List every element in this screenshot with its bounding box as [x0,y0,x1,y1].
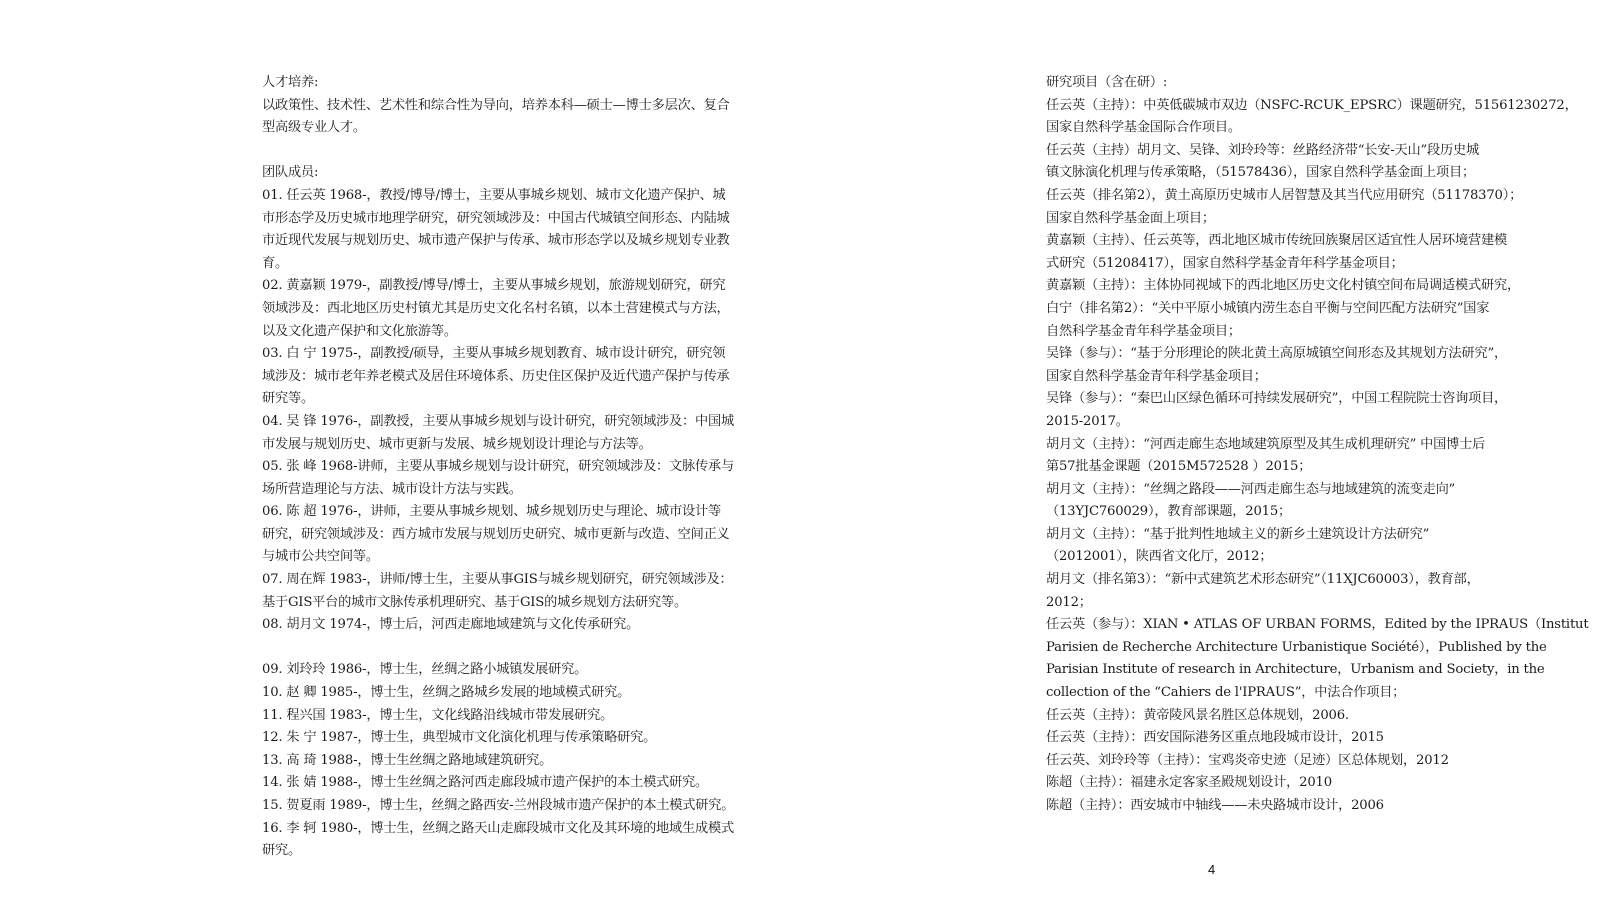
member-line: 域涉及：城市老年养老模式及居住环境体系、历史住区保护及近代遗产保护与传承 [262,368,730,384]
member-line: 02. 黄嘉颖 1979-，副教授/博导/博士，主要从事城乡规划，旅游规划研究，研究 [262,278,726,294]
project-line: 吴锋（参与）：“基于分形理论的陕北黄土高原城镇空间形态及其规划方法研究”， [1046,346,1508,362]
section-gap [262,140,732,163]
member-line: 研究，研究领域涉及：西方城市发展与规划历史研究、城市更新与改造、空间正义 [262,526,730,542]
member-line: 09. 刘玲玲 1986-，博士生，丝绸之路小城镇发展研究。 [262,662,588,678]
project-line: 白宁（排名第2）：“关中平原小城镇内涝生态自平衡与空间匹配方法研究”国家 [1046,300,1490,316]
project-line: 任云英（参与）：XIAN • ATLAS OF URBAN FORMS，Edited by the IPRAUS（Institut [1046,617,1589,633]
project-line: 黄嘉颖（主持）：主体协同视域下的西北地区历史文化村镇空间布局调适模式研究， [1046,278,1520,294]
right-column [1046,72,1589,818]
member-line: 与城市公共空间等。 [262,549,379,565]
projects-heading: 研究项目（含在研）: [1046,75,1168,90]
project-line: Parisien de Recherche Architecture Urbanistique Société），Published by the [1046,639,1547,655]
project-line: 任云英（主持）胡月文、吴锋、刘玲玲等：丝路经济带“长安-天山”段历史城 [1046,142,1479,158]
member-line: 基于GIS平台的城市文脉传承机理研究、基于GIS的城乡规划方法研究等。 [262,594,687,610]
project-line: Parisian Institute of research in Architecture，Urbanism and Society，in the [1046,662,1545,678]
project-line: 镇文脉演化机理与传承策略，（51578436），国家自然科学基金面上项目； [1046,165,1475,181]
projects-list [1046,95,1589,818]
member-line: 10. 赵 卿 1985-，博士生，丝绸之路城乡发展的地域模式研究。 [262,685,631,701]
member-line: 04. 吴 锋 1976-，副教授，主要从事城乡规划与设计研究，研究领域涉及：中国城 [262,413,734,429]
project-line: 任云英（主持）：黄帝陵风景名胜区总体规划，2006. [1046,707,1349,723]
member-line: 01. 任云英 1968-，教授/博导/博士，主要从事城乡规划、城市文化遗产保护、城 [262,187,726,203]
project-line: 自然科学基金青年科学基金项目； [1046,323,1241,339]
member-line: 05. 张 峰 1968-讲师，主要从事城乡规划与设计研究，研究领域涉及：文脉传承与 [262,459,734,475]
member-line: 领域涉及：西北地区历史村镇尤其是历史文化名村名镇，以本土营建模式与方法， [262,300,730,316]
project-line: （2012001），陕西省文化厅，2012； [1046,549,1273,565]
member-line: 07. 周在辉 1983-，讲师/博士生，主要从事GIS与城乡规划研究，研究领域涉及： [262,572,733,588]
member-line: 市形态学及历史城市地理学研究，研究领域涉及：中国古代城镇空间形态、内陆城 [262,210,730,226]
project-line: 胡月文（主持）：“丝绸之路段——河西走廊生态与地域建筑的流变走向” [1046,481,1456,497]
member-line: 场所营造理论与方法、城市设计方法与实践。 [262,481,522,497]
project-line: 国家自然科学基金国际合作项目。 [1046,120,1241,136]
member-line: 市近现代发展与规划历史、城市遗产保护与传承、城市形态学以及城乡规划专业教 [262,233,730,249]
member-line: 以及文化遗产保护和文化旅游等。 [262,323,457,339]
member-line: 14. 张 婧 1988-，博士生丝绸之路河西走廊段城市遗产保护的本土模式研究。 [262,775,709,791]
project-line: 任云英、刘玲玲等（主持）：宝鸡炎帝史迹（足迹）区总体规划，2012 [1046,752,1449,768]
project-line: 黄嘉颖（主持）、任云英等，西北地区城市传统回族聚居区适宜性人居环境营建模 [1046,233,1507,249]
talent-line: 型高级专业人才。 [262,120,366,136]
member-line: 08. 胡月文 1974-，博士后，河西走廊地域建筑与文化传承研究。 [262,617,640,633]
member-line: 15. 贺夏雨 1989-，博士生，丝绸之路西安-兰州段城市遗产保护的本土模式研究。 [262,798,735,813]
project-line: 吴锋（参与）：“秦巴山区绿色循环可持续发展研究”，中国工程院院士咨询项目， [1046,391,1508,407]
member-line: 06. 陈 超 1976-，讲师，主要从事城乡规划、城乡规划历史与理论、城市设计等 [262,504,721,520]
project-line: 任云英（主持）：中英低碳城市双边（NSFC-RCUK_EPSRC）课题研究，51561230272， [1046,97,1578,113]
project-line: 陈超（主持）：福建永定客家圣殿规划设计，2010 [1046,775,1332,791]
project-line: 2012； [1046,594,1092,610]
project-line: collection of the “Cahiers de l'IPRAUS”，中法合作项目； [1046,685,1406,701]
member-line: 研究等。 [262,391,314,407]
doctoral-members-list [262,659,735,862]
page-number: 4 [1208,862,1216,877]
talent-paragraph [262,95,732,140]
project-line: 式研究（51208417），国家自然科学基金青年科学基金项目； [1046,255,1404,271]
project-line: 任云英（主持）：西安国际港务区重点地段城市设计，2015 [1046,730,1384,746]
list-gap [262,637,732,660]
team-heading: 团队成员: [262,165,319,181]
project-line: 陈超（主持）：西安城市中轴线——未央路城市设计，2006 [1046,798,1384,813]
member-line: 11. 程兴国 1983-，博士生，文化线路沿线城市带发展研究。 [262,707,614,723]
project-line: 胡月文（主持）：“基于批判性地域主义的新乡土建筑设计方法研究” [1046,526,1430,542]
team-members-list [262,185,732,637]
member-line: 12. 朱 宁 1987-，博士生，典型城市文化演化机理与传承策略研究。 [262,730,657,746]
talent-heading: 人才培养: [262,75,319,90]
project-line: 第57批基金课题（2015M572528 ）2015； [1046,459,1312,475]
member-line: 16. 李 轲 1980-，博士生，丝绸之路天山走廊段城市文化及其环境的地域生成模式 [262,820,734,836]
project-line: 国家自然科学基金面上项目； [1046,210,1215,226]
member-line: 市发展与规划历史、城市更新与发展、城乡规划设计理论与方法等。 [262,436,652,452]
member-line: 研究。 [262,843,301,859]
project-line: 任云英（排名第2），黄土高原历史城市人居智慧及其当代应用研究（51178370）； [1046,187,1523,203]
project-line: 2015-2017。 [1046,413,1129,429]
project-line: 国家自然科学基金青年科学基金项目； [1046,368,1267,384]
member-line: 13. 高 琦 1988-，博士生丝绸之路地域建筑研究。 [262,752,553,768]
project-line: 胡月文（主持）：“河西走廊生态地域建筑原型及其生成机理研究” 中国博士后 [1046,436,1486,452]
member-line: 育。 [262,255,288,271]
project-line: （13YJC760029），教育部课题，2015； [1046,504,1292,520]
member-line: 03. 白 宁 1975-，副教授/硕导，主要从事城乡规划教育、城市设计研究，研究领 [262,346,726,362]
left-column [262,72,735,863]
project-line: 胡月文（排名第3）：“新中式建筑艺术形态研究”（11XJC60003），教育部， [1046,572,1480,588]
talent-line: 以政策性、技术性、艺术性和综合性为导向，培养本科—硕士—博士多层次、复合 [262,97,730,113]
